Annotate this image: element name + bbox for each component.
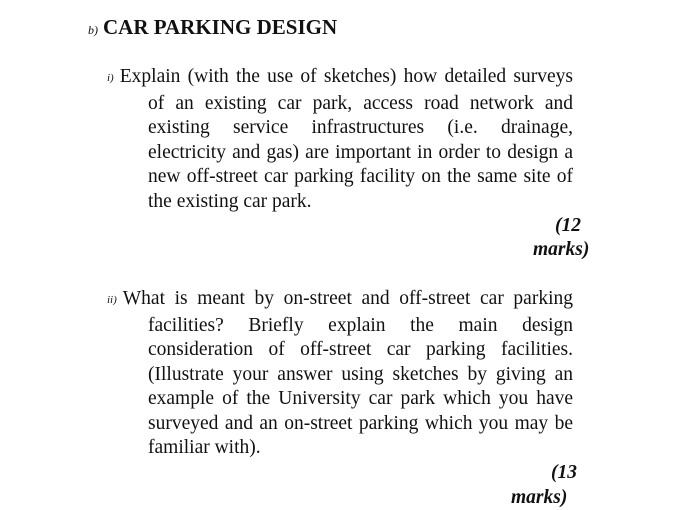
section-title: CAR PARKING DESIGN [103, 15, 338, 39]
question-i-marker: i) [107, 72, 114, 84]
question-ii-marks-label: marks) [511, 487, 568, 508]
question-ii-text: What is meant by on-street and off-street car parking facilities? Briefly explain the main design consideration of off-street car parking facilities. (Illustrate your answer using sketches by giving an example of the University car park which you have surveyed and an on-street parking which you may be familiar with). [122, 288, 573, 458]
question-i-text: Explain (with the use of sketches) how detailed surveys of an existing car park, access road network and existing service infrastructures (i.e. drainage, electricity and gas) are important in order to design a new off-street car parking facility on the same site of the existing car park. [119, 66, 573, 212]
question-ii-marks-count: (13 [551, 462, 577, 483]
question-i-marks-count: (12 [555, 215, 581, 236]
question-i [107, 65, 573, 214]
section-marker: b) [88, 23, 98, 37]
question-i-marks-label: marks) [533, 239, 590, 260]
question-ii [107, 287, 573, 461]
section-heading [88, 14, 337, 43]
question-ii-marker: ii) [107, 294, 117, 306]
